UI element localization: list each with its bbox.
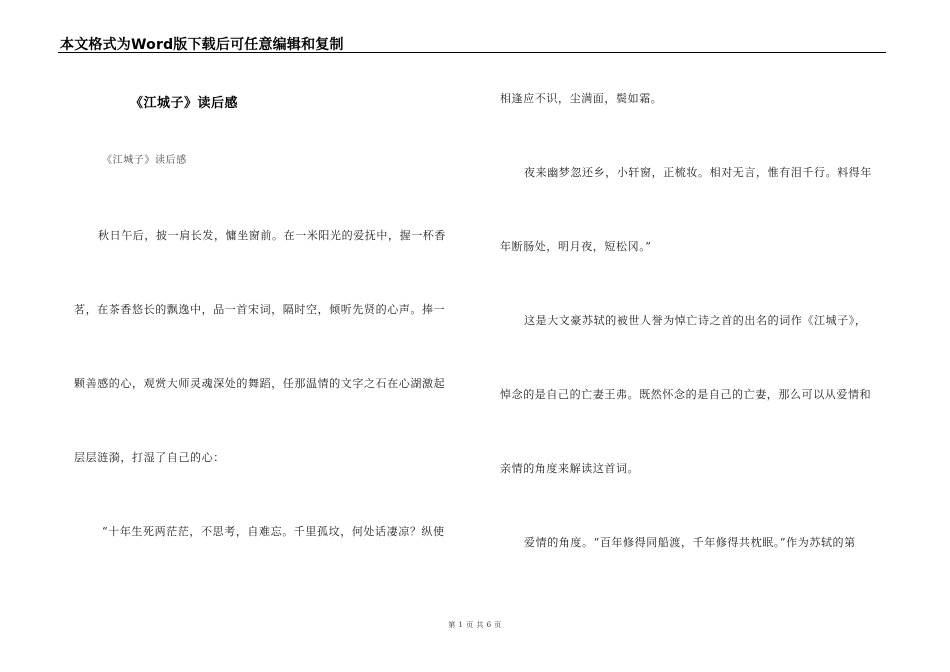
article-subtitle: 《江城子》读后感 bbox=[102, 155, 187, 166]
paragraph-line: “十年生死两茫茫，不思考，自难忘。千里孤坟，何处话凄凉？纵使 bbox=[102, 525, 445, 538]
paragraph-line: 秋日午后，披一肩长发，慵坐窗前。在一米阳光的爱抚中，握一杯香 bbox=[98, 229, 446, 242]
page-number: 第 1 页 共 6 页 bbox=[448, 621, 502, 629]
paragraph-line: 悼念的是自己的亡妻王弗。既然怀念的是自己的亡妻，那么可以从爱情和 bbox=[500, 388, 872, 401]
paragraph-line: 相逢应不识，尘满面，鬓如霜。 bbox=[500, 92, 663, 105]
paragraph-line: 夜来幽梦忽还乡，小轩窗，正梳妆。相对无言，惟有泪千行。料得年 bbox=[524, 166, 872, 179]
paragraph-line: 爱情的角度。“百年修得同船渡，千年修得共枕眠。”作为苏轼的第 bbox=[524, 536, 856, 549]
document-header: 本文格式为Word版下载后可任意编辑和复制 bbox=[60, 37, 344, 53]
article-title: 《江城子》读后感 bbox=[130, 96, 239, 111]
header-divider bbox=[58, 52, 886, 53]
paragraph-line: 茗，在茶香悠长的飘逸中，品一首宋词，隔时空，倾听先贤的心声。捧一 bbox=[74, 303, 446, 316]
paragraph-line: 这是大文豪苏轼的被世人誉为悼亡诗之首的出名的词作《江城子》， bbox=[524, 314, 867, 327]
paragraph-line: 亲情的角度来解读这首词。 bbox=[500, 462, 640, 475]
paragraph-line: 年断肠处，明月夜，短松冈。” bbox=[500, 240, 652, 253]
paragraph-line: 层层涟漪，打湿了自己的心： bbox=[74, 451, 225, 464]
paragraph-line: 颗善感的心，观赏大师灵魂深处的舞蹈，任那温情的文字之石在心湖激起 bbox=[74, 377, 446, 390]
